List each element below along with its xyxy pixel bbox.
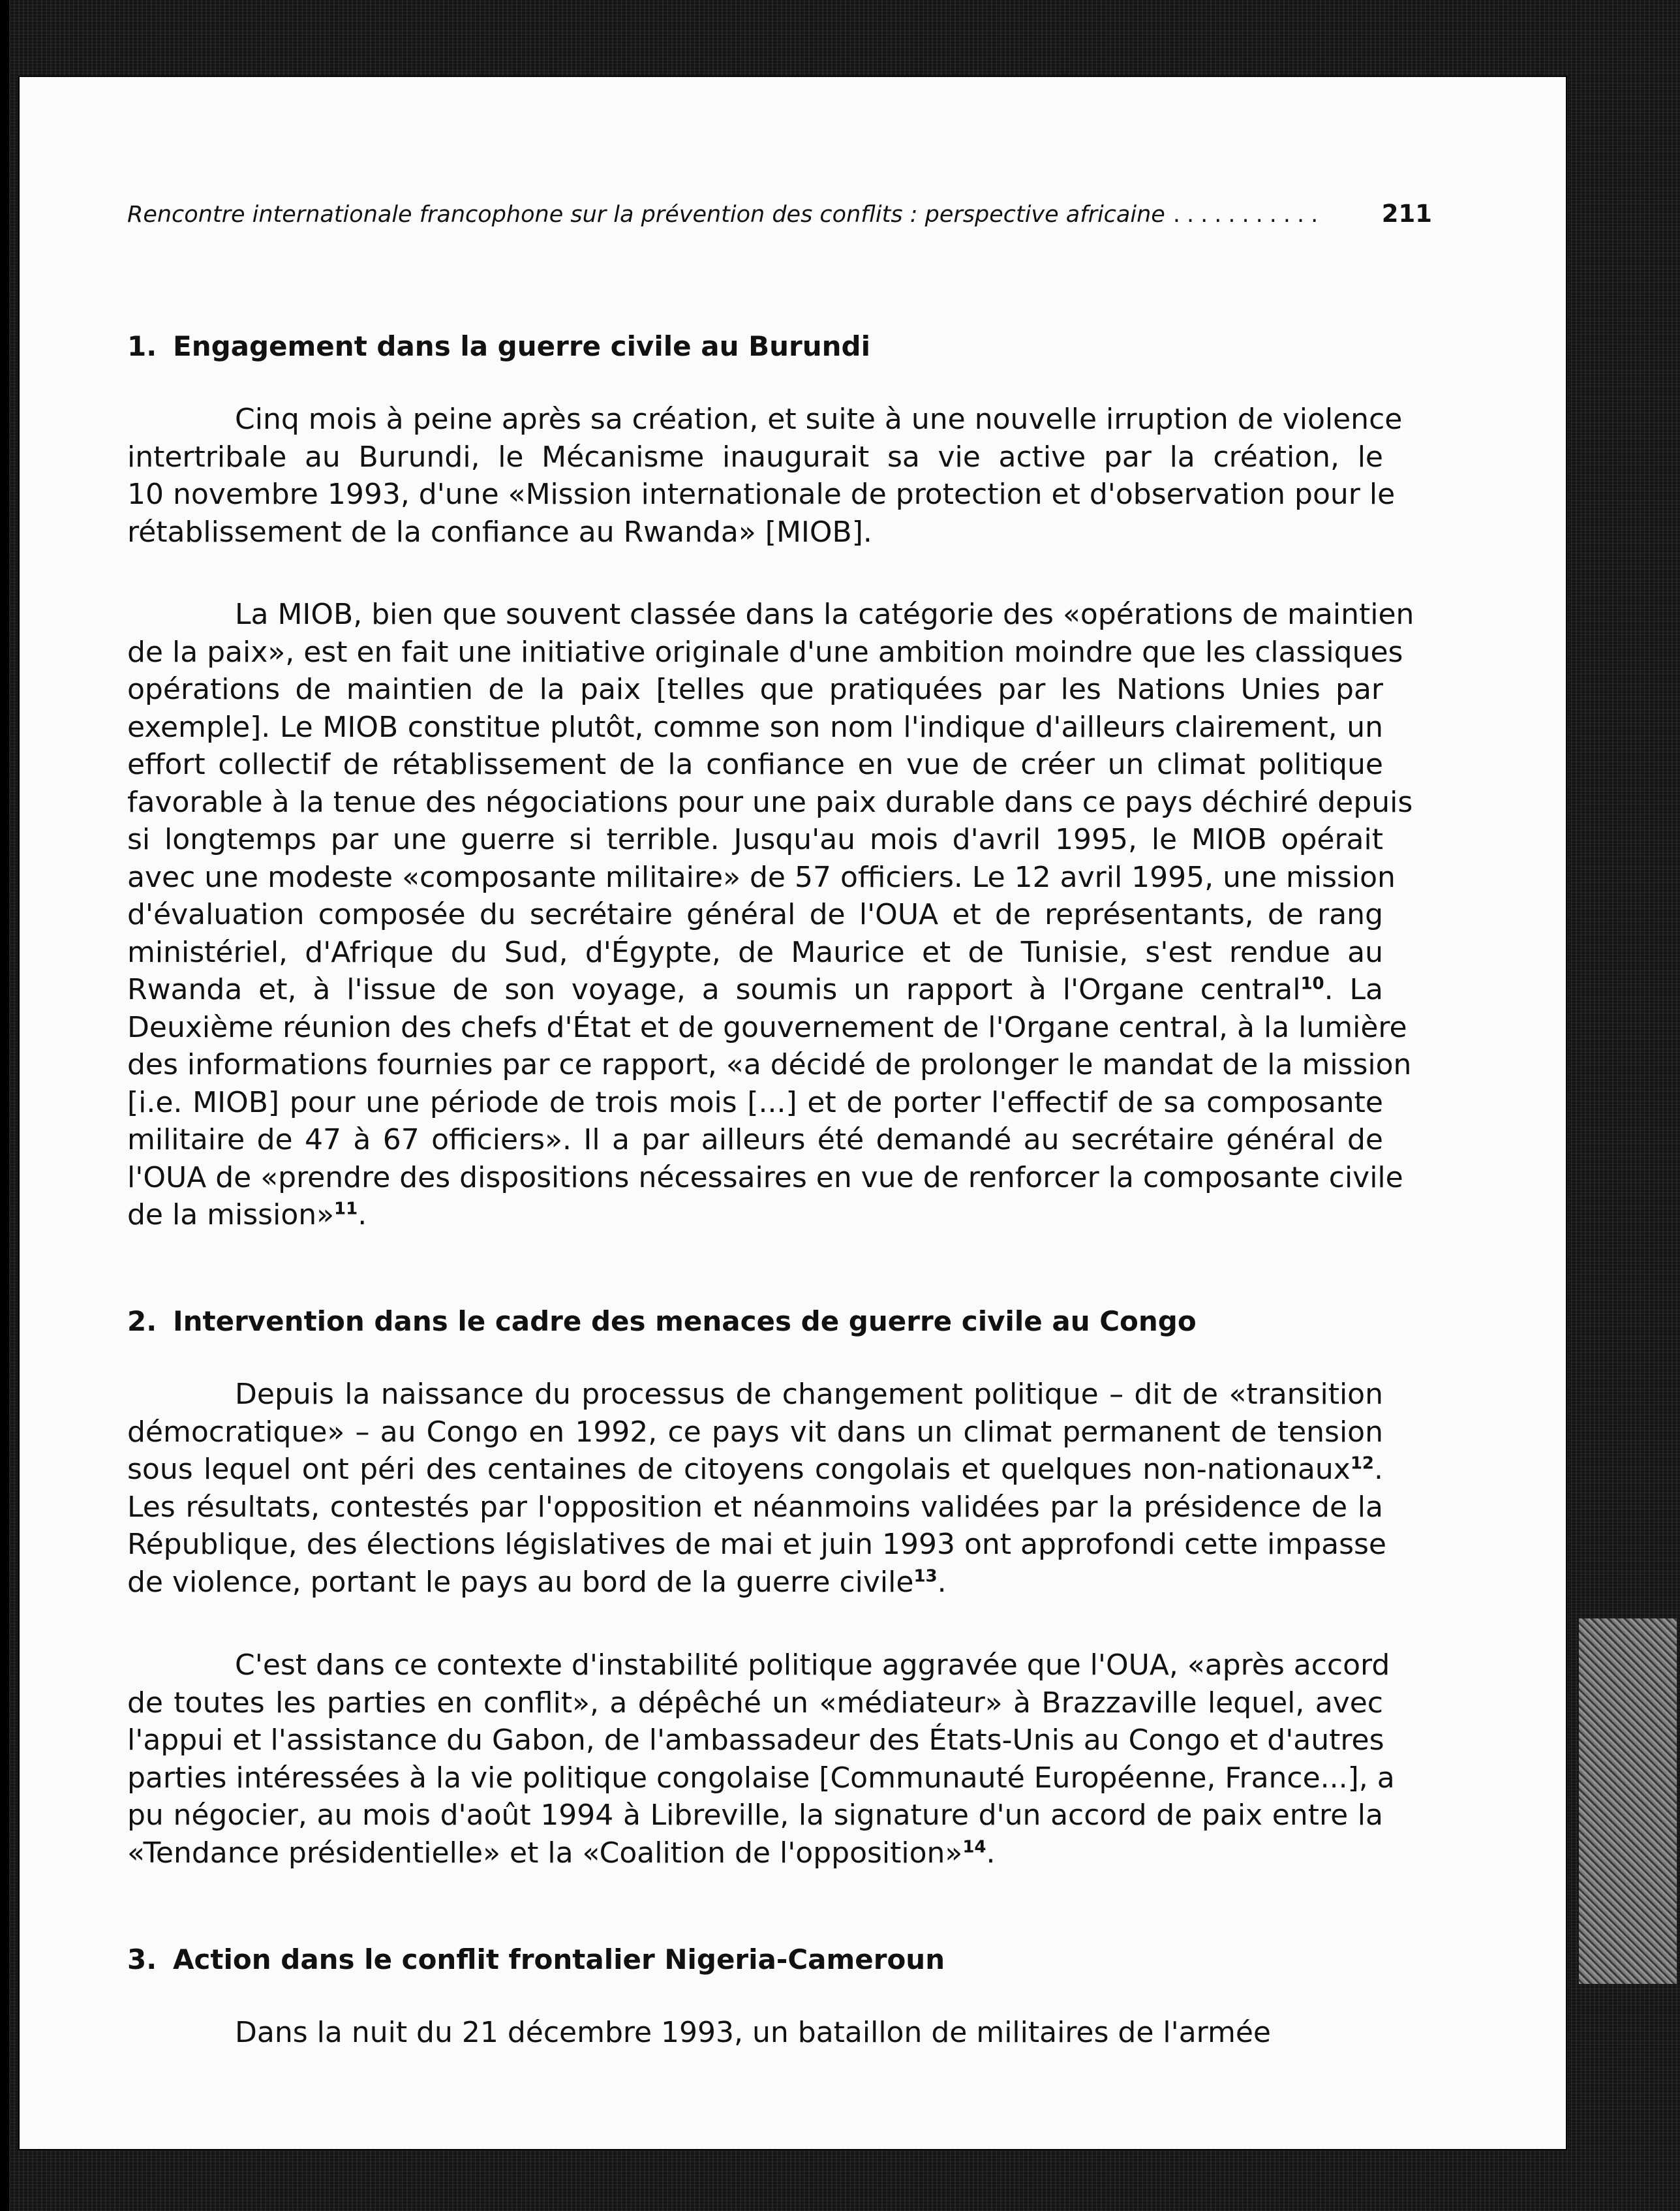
running-head (127, 200, 1432, 228)
text-line: de violence, portant le pays au bord de la guerre civile$^{13}$. (127, 1565, 947, 1599)
text-line: rétablissement de la confiance au Rwanda» [MIOB]. (127, 515, 872, 549)
text-line: pu négocier, au mois d'août 1994 à Libreville, la signature d'un accord de paix entre la (127, 1799, 1383, 1832)
footnote-ref: 12 (1350, 1453, 1374, 1474)
section-heading (127, 1305, 1197, 1337)
text-line: ministériel, d'Afrique du Sud, d'Égypte, de Maurice et de Tunisie, s'est rendue au (127, 935, 1383, 969)
book-page (20, 77, 1566, 2149)
text-line: favorable à la tenue des négociations pour une paix durable dans ce pays déchiré depuis (127, 785, 1413, 819)
paragraph (127, 1376, 1387, 1601)
text-line: d'évaluation composée du secrétaire général de l'OUA et de représentants, de rang (127, 898, 1383, 931)
text-line: opérations de maintien de la paix [telles que pratiquées par les Nations Unies par (127, 673, 1383, 706)
text-line: C'est dans ce contexte d'instabilité politique aggravée que l'OUA, «après accord (235, 1648, 1390, 1682)
paragraph (127, 2014, 1383, 2052)
text-line: La MIOB, bien que souvent classée dans la catégorie des «opérations de maintien (235, 598, 1414, 631)
text-line: [i.e. MIOB] pour une période de trois mois [...] et de porter l'effectif de sa composante (127, 1085, 1383, 1119)
section-heading (127, 330, 870, 362)
paragraph (127, 401, 1403, 551)
text-line: militaire de 47 à 67 officiers». Il a par ailleurs été demandé au secrétaire général de (127, 1123, 1383, 1156)
section-title: Intervention dans le cadre des menaces de guerre civile au Congo (173, 1305, 1197, 1337)
text-line: Dans la nuit du 21 décembre 1993, un bataillon de militaires de l'armée (235, 2016, 1271, 2049)
footnote-ref: 14 (962, 1836, 986, 1857)
text-line: effort collectif de rétablissement de la confiance en vue de créer un climat politique (127, 748, 1383, 781)
running-head-leader: ........... (1172, 202, 1325, 228)
text-line: Les résultats, contestés par l'opposition et néanmoins validées par la présidence de la (127, 1490, 1383, 1524)
text-line: des informations fournies par ce rapport, «a décidé de prolonger le mandat de la mission (127, 1048, 1412, 1081)
footnote-ref: 11 (334, 1199, 358, 1219)
section-title: Action dans le conflit frontalier Nigeria-Cameroun (173, 1943, 945, 1975)
section-number: 2. (127, 1305, 157, 1337)
text-line: 10 novembre 1993, d'une «Mission internationale de protection et d'observation pour le (127, 478, 1396, 511)
text-line: Deuxième réunion des chefs d'État et de gouvernement de l'Organe central, à la lumière (127, 1010, 1407, 1044)
section-heading (127, 1943, 945, 1975)
text-line: de la paix», est en fait une initiative originale d'une ambition moindre que les classiques (127, 635, 1403, 669)
text-line: intertribale au Burundi, le Mécanisme inaugurait sa vie active par la création, le (127, 440, 1383, 474)
text-line: avec une modeste «composante militaire» de 57 officiers. Le 12 avril 1995, une mission (127, 860, 1396, 894)
scan-artifact-strip (1579, 1618, 1677, 1984)
footnote-ref: 13 (913, 1566, 938, 1586)
text-line: de la mission»$^{11}$. (127, 1198, 367, 1231)
section-number: 1. (127, 330, 157, 362)
page-number: 211 (1381, 200, 1432, 228)
section-number: 3. (127, 1943, 157, 1975)
paragraph (127, 596, 1414, 1234)
text-line: l'appui et l'assistance du Gabon, de l'ambassadeur des États-Unis au Congo et d'autres (127, 1724, 1384, 1757)
footnote-ref: 10 (1300, 974, 1324, 994)
text-line: si longtemps par une guerre si terrible. Jusqu'au mois d'avril 1995, le MIOB opérait (127, 823, 1383, 856)
text-line: parties intéressées à la vie politique congolaise [Communauté Européenne, France...], a (127, 1761, 1395, 1795)
text-line: démocratique» – au Congo en 1992, ce pays vit dans un climat permanent de tension (127, 1415, 1383, 1449)
text-line: République, des élections législatives de mai et juin 1993 ont approfondi cette impasse (127, 1528, 1387, 1561)
text-line: l'OUA de «prendre des dispositions nécessaires en vue de renforcer la composante civile (127, 1160, 1403, 1194)
text-line: de toutes les parties en conflit», a dépêché un «médiateur» à Brazzaville lequel, avec (127, 1686, 1383, 1720)
text-line: Cinq mois à peine après sa création, et suite à une nouvelle irruption de violence (235, 403, 1403, 436)
section-title: Engagement dans la guerre civile au Burundi (173, 330, 870, 362)
text-line: Depuis la naissance du processus de changement politique – dit de «transition (235, 1378, 1383, 1411)
text-line: Rwanda et, à l'issue de son voyage, a soumis un rapport à l'Organe central$^{10}$. La (127, 973, 1383, 1006)
text-line: exemple]. Le MIOB constitue plutôt, comme son nom l'indique d'ailleurs clairement, un (127, 710, 1383, 744)
text-line: sous lequel ont péri des centaines de citoyens congolais et quelques non-nationaux$^{12}$. (127, 1453, 1383, 1486)
binding-edge (0, 0, 9, 2211)
text-line: «Tendance présidentielle» et la «Coalition de l'opposition»$^{14}$. (127, 1836, 996, 1870)
running-head-title: Rencontre internationale francophone sur la prévention des conflits : perspective africaine (127, 202, 1165, 228)
paragraph (127, 1647, 1395, 1872)
